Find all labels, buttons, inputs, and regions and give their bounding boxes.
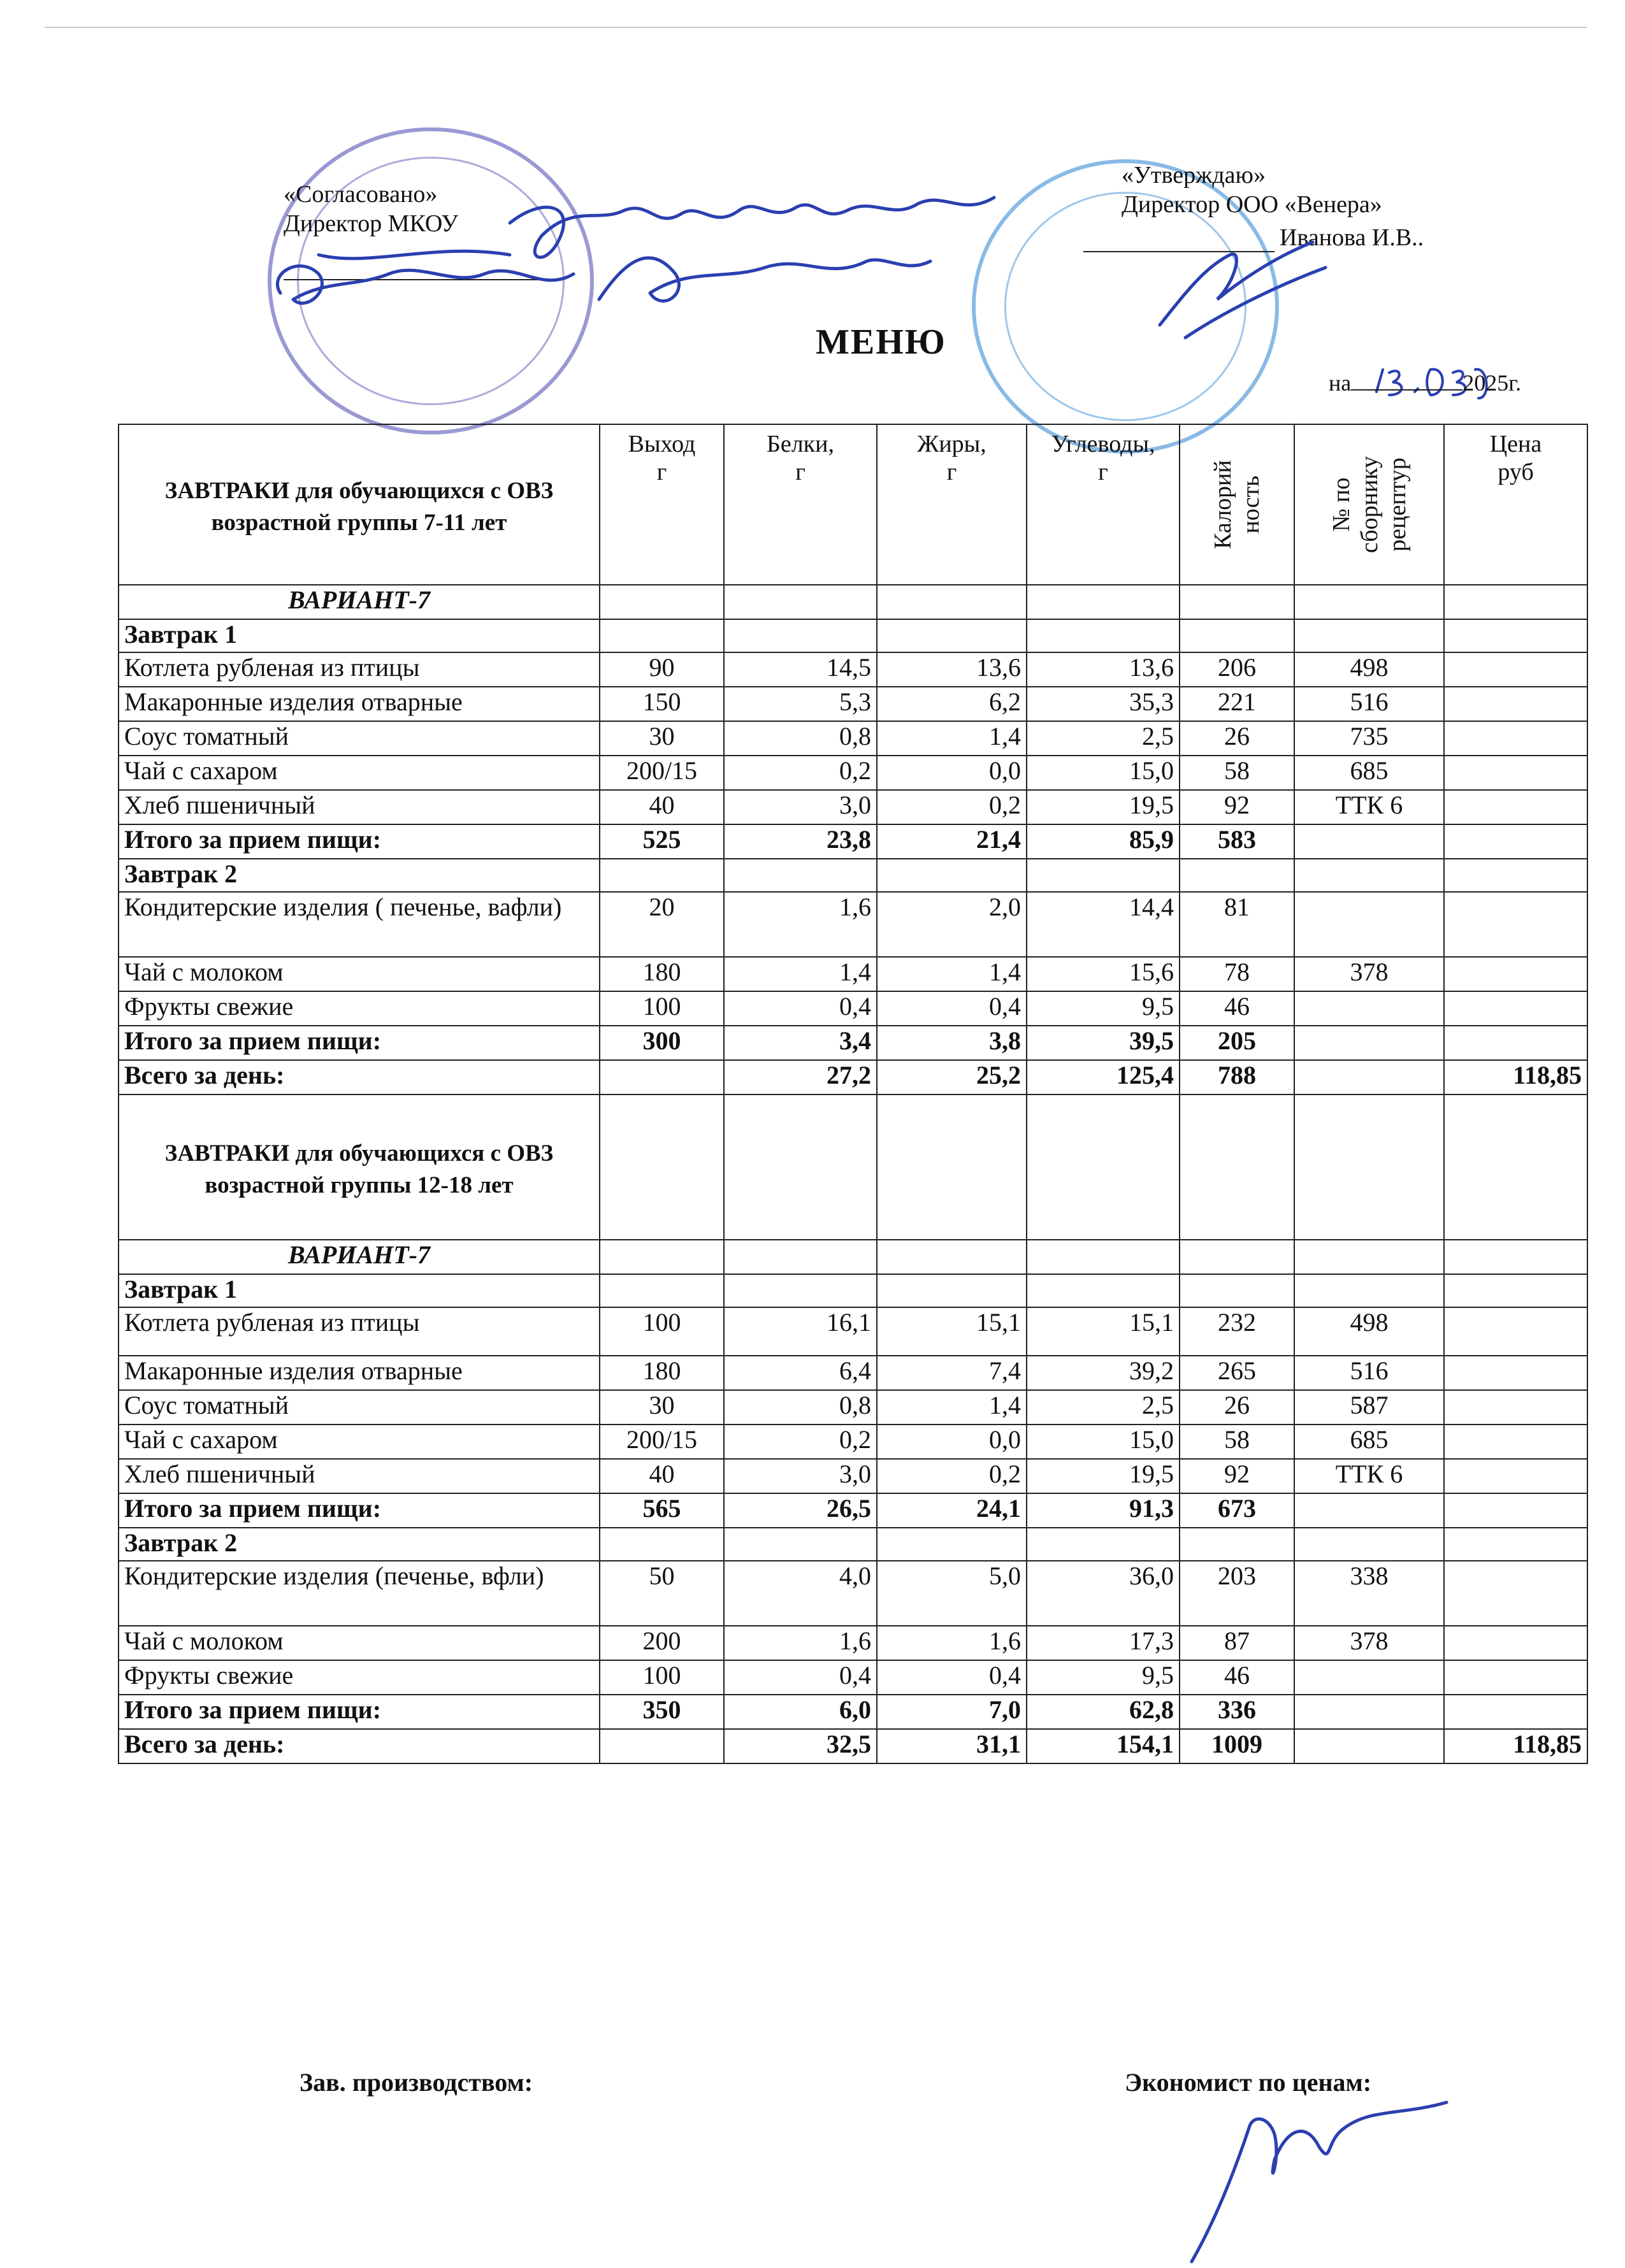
cell-rec <box>1294 824 1444 859</box>
cell-prot: 27,2 <box>724 1060 877 1095</box>
signature-line-left <box>284 279 551 280</box>
approval-left-line2: Директор МКОУ <box>284 210 459 237</box>
cell-cal: 203 <box>1180 1561 1294 1626</box>
variant-row <box>119 1240 1587 1274</box>
column-header-empty <box>1444 1095 1587 1240</box>
cell-fat: 1,4 <box>877 721 1027 756</box>
cell-empty <box>877 1528 1027 1561</box>
cell-cal: 221 <box>1180 687 1294 721</box>
cell-rec: 338 <box>1294 1561 1444 1626</box>
column-header-prot-label: Белки, г <box>767 431 834 485</box>
cell-empty <box>600 859 724 892</box>
cell-rec: 516 <box>1294 1356 1444 1390</box>
cell-price <box>1444 1561 1587 1626</box>
cell-prot: 6,0 <box>724 1695 877 1729</box>
cell-empty <box>600 585 724 619</box>
cell-fat: 2,0 <box>877 892 1027 957</box>
column-header-carb-label: Углеводы, г <box>1051 431 1155 485</box>
scan-edge-line <box>45 27 1587 28</box>
cell-empty <box>1027 859 1180 892</box>
column-header-empty <box>600 1095 724 1240</box>
cell-prot: 3,0 <box>724 1459 877 1493</box>
cell-empty <box>1444 585 1587 619</box>
cell-price <box>1444 824 1587 859</box>
column-header-out-label: Выход г <box>628 431 696 485</box>
cell-rec <box>1294 991 1444 1026</box>
dish-name: Соус томатный <box>119 1390 600 1425</box>
cell-empty <box>1027 1528 1180 1561</box>
cell-out: 100 <box>600 1307 724 1356</box>
cell-empty <box>724 1240 877 1274</box>
cell-price <box>1444 1356 1587 1390</box>
meal-group-label: Завтрак 1 <box>119 1274 600 1307</box>
approval-block-right <box>1083 161 1424 252</box>
cell-fat: 0,0 <box>877 756 1027 790</box>
dish-name: Чай с сахаром <box>119 756 600 790</box>
cell-price <box>1444 1695 1587 1729</box>
cell-out: 200/15 <box>600 1425 724 1459</box>
cell-empty <box>877 859 1027 892</box>
cell-empty <box>1180 619 1294 652</box>
cell-carb: 85,9 <box>1027 824 1180 859</box>
footer-price-economist: Экономист по ценам: <box>1125 2068 1372 2097</box>
cell-rec: 516 <box>1294 687 1444 721</box>
cell-fat: 0,2 <box>877 1459 1027 1493</box>
cell-carb: 15,0 <box>1027 756 1180 790</box>
variant-label: ВАРИАНТ-7 <box>119 1240 600 1274</box>
cell-rec: 498 <box>1294 1307 1444 1356</box>
cell-rec <box>1294 1493 1444 1528</box>
table-row <box>119 756 1587 790</box>
cell-out <box>600 1729 724 1763</box>
date-suffix: 2025г. <box>1462 370 1521 396</box>
cell-out: 200 <box>600 1626 724 1660</box>
section-title: ЗАВТРАКИ для обучающихся с ОВЗ возрастной группы 7-11 лет <box>119 424 600 585</box>
cell-carb: 36,0 <box>1027 1561 1180 1626</box>
cell-fat: 1,6 <box>877 1626 1027 1660</box>
cell-fat: 31,1 <box>877 1729 1027 1763</box>
cell-carb: 35,3 <box>1027 687 1180 721</box>
approval-left-line1: «Согласовано» <box>284 181 438 208</box>
cell-rec: 685 <box>1294 1425 1444 1459</box>
variant-row <box>119 585 1587 619</box>
cell-empty <box>1027 1274 1180 1307</box>
cell-price <box>1444 1660 1587 1695</box>
cell-empty <box>724 859 877 892</box>
meal-total-row <box>119 1493 1587 1528</box>
cell-carb: 154,1 <box>1027 1729 1180 1763</box>
cell-empty <box>1294 1274 1444 1307</box>
cell-price <box>1444 957 1587 991</box>
cell-price <box>1444 1425 1587 1459</box>
table-row <box>119 687 1587 721</box>
cell-fat: 1,4 <box>877 1390 1027 1425</box>
cell-fat: 15,1 <box>877 1307 1027 1356</box>
cell-price: 118,85 <box>1444 1729 1587 1763</box>
cell-price <box>1444 1493 1587 1528</box>
cell-carb: 91,3 <box>1027 1493 1180 1528</box>
dish-name: Кондитерские изделия (печенье, вфли) <box>119 1561 600 1626</box>
meal-group-label: Завтрак 2 <box>119 1528 600 1561</box>
date-prefix: на <box>1329 370 1352 396</box>
cell-cal: 232 <box>1180 1307 1294 1356</box>
column-header-fat-label: Жиры, г <box>917 431 986 485</box>
cell-carb: 9,5 <box>1027 1660 1180 1695</box>
cell-out: 180 <box>600 957 724 991</box>
cell-cal: 58 <box>1180 756 1294 790</box>
cell-cal: 87 <box>1180 1626 1294 1660</box>
cell-rec: ТТК 6 <box>1294 1459 1444 1493</box>
cell-out <box>600 1060 724 1095</box>
cell-cal: 46 <box>1180 1660 1294 1695</box>
cell-prot: 1,4 <box>724 957 877 991</box>
cell-fat: 0,4 <box>877 1660 1027 1695</box>
cell-empty <box>1294 619 1444 652</box>
approval-block-left <box>284 180 458 238</box>
cell-empty <box>1444 1274 1587 1307</box>
cell-price <box>1444 1026 1587 1060</box>
cell-out: 100 <box>600 991 724 1026</box>
column-header-cal <box>1180 424 1294 585</box>
column-header-empty <box>1294 1095 1444 1240</box>
cell-carb: 9,5 <box>1027 991 1180 1026</box>
cell-prot: 23,8 <box>724 824 877 859</box>
meal-total-row <box>119 1026 1587 1060</box>
cell-carb: 15,0 <box>1027 1425 1180 1459</box>
dish-name: Хлеб пшеничный <box>119 1459 600 1493</box>
cell-carb: 13,6 <box>1027 652 1180 687</box>
cell-rec <box>1294 1060 1444 1095</box>
dish-name: Всего за день: <box>119 1729 600 1763</box>
dish-name: Макаронные изделия отварные <box>119 1356 600 1390</box>
cell-rec: 735 <box>1294 721 1444 756</box>
cell-carb: 14,4 <box>1027 892 1180 957</box>
cell-cal: 265 <box>1180 1356 1294 1390</box>
dish-name: Макаронные изделия отварные <box>119 687 600 721</box>
column-header-rec-label: № по сборнику рецептур <box>1327 456 1411 554</box>
cell-fat: 13,6 <box>877 652 1027 687</box>
cell-prot: 26,5 <box>724 1493 877 1528</box>
column-header-empty <box>1180 1095 1294 1240</box>
cell-empty <box>1180 585 1294 619</box>
cell-empty <box>1027 1240 1180 1274</box>
cell-out: 200/15 <box>600 756 724 790</box>
cell-rec: ТТК 6 <box>1294 790 1444 824</box>
cell-empty <box>877 1240 1027 1274</box>
cell-carb: 39,2 <box>1027 1356 1180 1390</box>
cell-out: 525 <box>600 824 724 859</box>
cell-price <box>1444 790 1587 824</box>
cell-prot: 1,6 <box>724 1626 877 1660</box>
cell-fat: 0,4 <box>877 991 1027 1026</box>
cell-empty <box>877 585 1027 619</box>
cell-empty <box>877 1274 1027 1307</box>
cell-carb: 19,5 <box>1027 1459 1180 1493</box>
meal-group-row <box>119 619 1587 652</box>
cell-cal: 92 <box>1180 790 1294 824</box>
meal-group-row <box>119 859 1587 892</box>
cell-rec: 685 <box>1294 756 1444 790</box>
column-header-empty <box>1027 1095 1180 1240</box>
cell-carb: 39,5 <box>1027 1026 1180 1060</box>
cell-fat: 24,1 <box>877 1493 1027 1528</box>
dish-name: Соус томатный <box>119 721 600 756</box>
table-row <box>119 1660 1587 1695</box>
cell-empty <box>1027 585 1180 619</box>
cell-empty <box>1444 1528 1587 1561</box>
cell-prot: 1,6 <box>724 892 877 957</box>
dish-name: Котлета рубленая из птицы <box>119 1307 600 1356</box>
cell-empty <box>724 1528 877 1561</box>
table-row <box>119 1626 1587 1660</box>
cell-empty <box>1444 859 1587 892</box>
cell-price <box>1444 892 1587 957</box>
column-header-carb <box>1027 424 1180 585</box>
cell-out: 100 <box>600 1660 724 1695</box>
column-header-price <box>1444 424 1587 585</box>
cell-fat: 25,2 <box>877 1060 1027 1095</box>
cell-empty <box>1294 1240 1444 1274</box>
cell-rec <box>1294 1729 1444 1763</box>
cell-price <box>1444 1390 1587 1425</box>
dish-name: Фрукты свежие <box>119 991 600 1026</box>
cell-out: 350 <box>600 1695 724 1729</box>
approval-right-line2: Директор ООО «Венера» <box>1122 191 1382 218</box>
cell-cal: 58 <box>1180 1425 1294 1459</box>
cell-price <box>1444 991 1587 1026</box>
cell-prot: 0,2 <box>724 756 877 790</box>
day-total-row <box>119 1729 1587 1763</box>
cell-fat: 6,2 <box>877 687 1027 721</box>
cell-rec: 587 <box>1294 1390 1444 1425</box>
column-header-out <box>600 424 724 585</box>
cell-price <box>1444 1459 1587 1493</box>
cell-out: 30 <box>600 721 724 756</box>
cell-cal: 336 <box>1180 1695 1294 1729</box>
cell-price <box>1444 652 1587 687</box>
cell-out: 150 <box>600 687 724 721</box>
cell-empty <box>877 619 1027 652</box>
cell-fat: 0,0 <box>877 1425 1027 1459</box>
cell-empty <box>1444 619 1587 652</box>
menu-date <box>1329 370 1521 396</box>
cell-prot: 14,5 <box>724 652 877 687</box>
meal-group-row <box>119 1528 1587 1561</box>
cell-carb: 15,6 <box>1027 957 1180 991</box>
table-row <box>119 892 1587 957</box>
cell-cal: 78 <box>1180 957 1294 991</box>
column-header-prot <box>724 424 877 585</box>
cell-out: 565 <box>600 1493 724 1528</box>
cell-carb: 19,5 <box>1027 790 1180 824</box>
footer-signature-image <box>1179 2090 1466 2268</box>
column-header-price-label: Цена руб <box>1489 431 1542 485</box>
cell-prot: 16,1 <box>724 1307 877 1356</box>
cell-rec <box>1294 1026 1444 1060</box>
cell-rec <box>1294 1660 1444 1695</box>
table-row <box>119 790 1587 824</box>
cell-cal: 206 <box>1180 652 1294 687</box>
cell-empty <box>724 585 877 619</box>
cell-carb: 17,3 <box>1027 1626 1180 1660</box>
cell-cal: 92 <box>1180 1459 1294 1493</box>
cell-prot: 0,2 <box>724 1425 877 1459</box>
dish-name: Итого за прием пищи: <box>119 1026 600 1060</box>
dish-name: Итого за прием пищи: <box>119 1695 600 1729</box>
cell-prot: 5,3 <box>724 687 877 721</box>
cell-carb: 62,8 <box>1027 1695 1180 1729</box>
column-header-cal-label: Калорий ность <box>1210 460 1264 549</box>
cell-carb: 2,5 <box>1027 721 1180 756</box>
cell-rec <box>1294 892 1444 957</box>
cell-fat: 21,4 <box>877 824 1027 859</box>
dish-name: Всего за день: <box>119 1060 600 1095</box>
table-row <box>119 1307 1587 1356</box>
cell-rec: 378 <box>1294 1626 1444 1660</box>
cell-carb: 15,1 <box>1027 1307 1180 1356</box>
column-header-empty <box>724 1095 877 1240</box>
cell-empty <box>600 1528 724 1561</box>
dish-name: Чай с молоком <box>119 1626 600 1660</box>
meal-total-row <box>119 1695 1587 1729</box>
table-row <box>119 991 1587 1026</box>
meal-group-row <box>119 1274 1587 1307</box>
school-seal-stamp <box>268 127 594 434</box>
cell-empty <box>600 1240 724 1274</box>
cell-cal: 81 <box>1180 892 1294 957</box>
cell-empty <box>1444 1240 1587 1274</box>
cell-out: 20 <box>600 892 724 957</box>
dish-name: Итого за прием пищи: <box>119 824 600 859</box>
section-title: ЗАВТРАКИ для обучающихся с ОВЗ возрастной группы 12-18 лет <box>119 1095 600 1240</box>
cell-carb: 125,4 <box>1027 1060 1180 1095</box>
table-row <box>119 1425 1587 1459</box>
cell-price: 118,85 <box>1444 1060 1587 1095</box>
cell-rec: 498 <box>1294 652 1444 687</box>
cell-fat: 3,8 <box>877 1026 1027 1060</box>
cell-cal: 788 <box>1180 1060 1294 1095</box>
cell-price <box>1444 1626 1587 1660</box>
cell-empty <box>600 1274 724 1307</box>
cell-empty <box>600 619 724 652</box>
table-row <box>119 1356 1587 1390</box>
cell-empty <box>1180 1274 1294 1307</box>
cell-out: 40 <box>600 790 724 824</box>
cell-prot: 6,4 <box>724 1356 877 1390</box>
day-total-row <box>119 1060 1587 1095</box>
cell-prot: 0,4 <box>724 991 877 1026</box>
column-header-empty <box>877 1095 1027 1240</box>
signature-line-right <box>1083 251 1275 252</box>
table-row <box>119 957 1587 991</box>
cell-empty <box>1294 585 1444 619</box>
cell-cal: 26 <box>1180 721 1294 756</box>
cell-prot: 3,0 <box>724 790 877 824</box>
cell-out: 40 <box>600 1459 724 1493</box>
cell-empty <box>724 1274 877 1307</box>
cell-empty <box>1027 619 1180 652</box>
cell-cal: 1009 <box>1180 1729 1294 1763</box>
cell-empty <box>1180 1240 1294 1274</box>
meal-group-label: Завтрак 1 <box>119 619 600 652</box>
dish-name: Итого за прием пищи: <box>119 1493 600 1528</box>
cell-rec <box>1294 1695 1444 1729</box>
cell-prot: 0,4 <box>724 1660 877 1695</box>
cell-prot: 32,5 <box>724 1729 877 1763</box>
dish-name: Фрукты свежие <box>119 1660 600 1695</box>
cell-fat: 7,0 <box>877 1695 1027 1729</box>
approval-right-line1: «Утверждаю» <box>1122 162 1266 189</box>
meal-group-label: Завтрак 2 <box>119 859 600 892</box>
footer-production-manager: Зав. производством: <box>300 2068 533 2097</box>
dish-name: Кондитерские изделия ( печенье, вафли) <box>119 892 600 957</box>
meal-total-row <box>119 824 1587 859</box>
cell-prot: 0,8 <box>724 721 877 756</box>
cell-rec: 378 <box>1294 957 1444 991</box>
cell-empty <box>1294 859 1444 892</box>
section-header-row <box>119 1095 1587 1240</box>
table-row <box>119 1459 1587 1493</box>
cell-empty <box>1294 1528 1444 1561</box>
cell-fat: 1,4 <box>877 957 1027 991</box>
cell-prot: 4,0 <box>724 1561 877 1626</box>
cell-out: 180 <box>600 1356 724 1390</box>
column-header-rec <box>1294 424 1444 585</box>
column-header-fat <box>877 424 1027 585</box>
cell-price <box>1444 721 1587 756</box>
variant-label: ВАРИАНТ-7 <box>119 585 600 619</box>
cell-prot: 0,8 <box>724 1390 877 1425</box>
cell-price <box>1444 756 1587 790</box>
cell-prot: 3,4 <box>724 1026 877 1060</box>
cell-cal: 26 <box>1180 1390 1294 1425</box>
cell-cal: 673 <box>1180 1493 1294 1528</box>
page-title: МЕНЮ <box>816 322 946 362</box>
table-row <box>119 652 1587 687</box>
dish-name: Хлеб пшеничный <box>119 790 600 824</box>
cell-price <box>1444 687 1587 721</box>
cell-out: 300 <box>600 1026 724 1060</box>
cell-empty <box>724 619 877 652</box>
cell-empty <box>1180 859 1294 892</box>
cell-out: 50 <box>600 1561 724 1626</box>
dish-name: Чай с молоком <box>119 957 600 991</box>
cell-cal: 583 <box>1180 824 1294 859</box>
cell-fat: 5,0 <box>877 1561 1027 1626</box>
dish-name: Чай с сахаром <box>119 1425 600 1459</box>
cell-carb: 2,5 <box>1027 1390 1180 1425</box>
cell-cal: 46 <box>1180 991 1294 1026</box>
cell-cal: 205 <box>1180 1026 1294 1060</box>
cell-empty <box>1180 1528 1294 1561</box>
dish-name: Котлета рубленая из птицы <box>119 652 600 687</box>
menu-table <box>118 424 1588 1764</box>
section-header-row <box>119 424 1587 585</box>
table-row <box>119 721 1587 756</box>
cell-fat: 7,4 <box>877 1356 1027 1390</box>
table-row <box>119 1390 1587 1425</box>
cell-out: 30 <box>600 1390 724 1425</box>
cell-out: 90 <box>600 652 724 687</box>
approval-right-line3: Иванова И.В.. <box>1280 224 1424 251</box>
table-row <box>119 1561 1587 1626</box>
cell-fat: 0,2 <box>877 790 1027 824</box>
cell-price <box>1444 1307 1587 1356</box>
